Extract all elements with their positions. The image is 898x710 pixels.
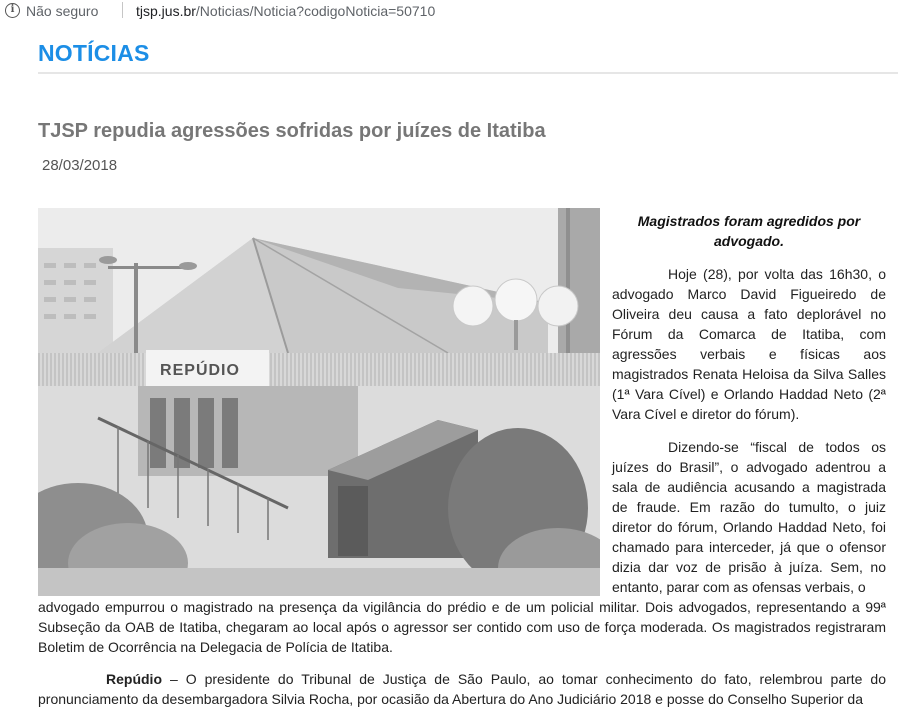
article-paragraph-2	[612, 437, 886, 597]
section-title: NOTÍCIAS	[38, 40, 150, 66]
url-text[interactable]	[136, 3, 435, 19]
article-title: TJSP repudia agressões sofridas por juízes de Itatiba	[38, 120, 546, 142]
section-divider	[38, 72, 898, 74]
paragraph-3-lead: Repúdio	[106, 671, 162, 687]
article-paragraph-3	[38, 669, 886, 709]
browser-address-bar[interactable]	[0, 0, 898, 24]
paragraph-2-text: Dizendo-se “fiscal de todos os juízes do Brasil”, o advogado adentrou a sala de audiência acusando a magistrada de fraude. Em razão do tumulto, o juiz diretor do fórum, Orlando Haddad Neto, foi chamado para interceder, já que o ofensor dizia dar voz de prisão à juíza. Sem, no entanto, parar com as ofensas verbais, o	[612, 439, 886, 595]
paragraph-1-text: Hoje (28), por volta das 16h30, o advogado Marco David Figueiredo de Oliveira deu causa a fato deplorável no Fórum da Comarca de Itatiba, com agressões verbais e físicas aos magistrados Renata Heloisa da Silva Salles (1ª Vara Cível) e Orlando Haddad Neto (2ª Vara Cível e diretor do fórum).	[612, 266, 886, 422]
info-icon[interactable]: i	[5, 3, 20, 18]
security-status-label[interactable]: Não seguro	[26, 3, 99, 19]
paragraph-3-text: – O presidente do Tribunal de Justiça de São Paulo, ao tomar conhecimento do fato, relembrou parte do pronunciamento da desembargadora Silvia Rocha, por ocasião da Abertura do Ano Judiciário 2018 e posse do Conselho Superior da	[38, 671, 886, 707]
article-date: 28/03/2018	[42, 157, 118, 174]
address-separator	[122, 2, 123, 18]
article-paragraph-1	[612, 264, 886, 424]
article-subhead: Magistrados foram agredidos por advogado.	[637, 213, 861, 249]
article-image	[38, 208, 600, 596]
article-paragraph-2-continued: advogado empurrou o magistrado na presença da vigilância do prédio e de um policial militar. Dois advogados, representando a 99ª Subseção da OAB de Itatiba, chegaram ao local após o agressor ser contido com uso de força moderada. Os magistrados registraram Boletim de Ocorrência na Delegacia de Polícia de Itatiba.	[38, 599, 886, 655]
image-banner-text: REPÚDIO	[160, 362, 240, 379]
url-path: /Noticias/Noticia?codigoNoticia=50710	[195, 3, 436, 19]
url-host: tjsp.jus.br	[136, 3, 196, 19]
